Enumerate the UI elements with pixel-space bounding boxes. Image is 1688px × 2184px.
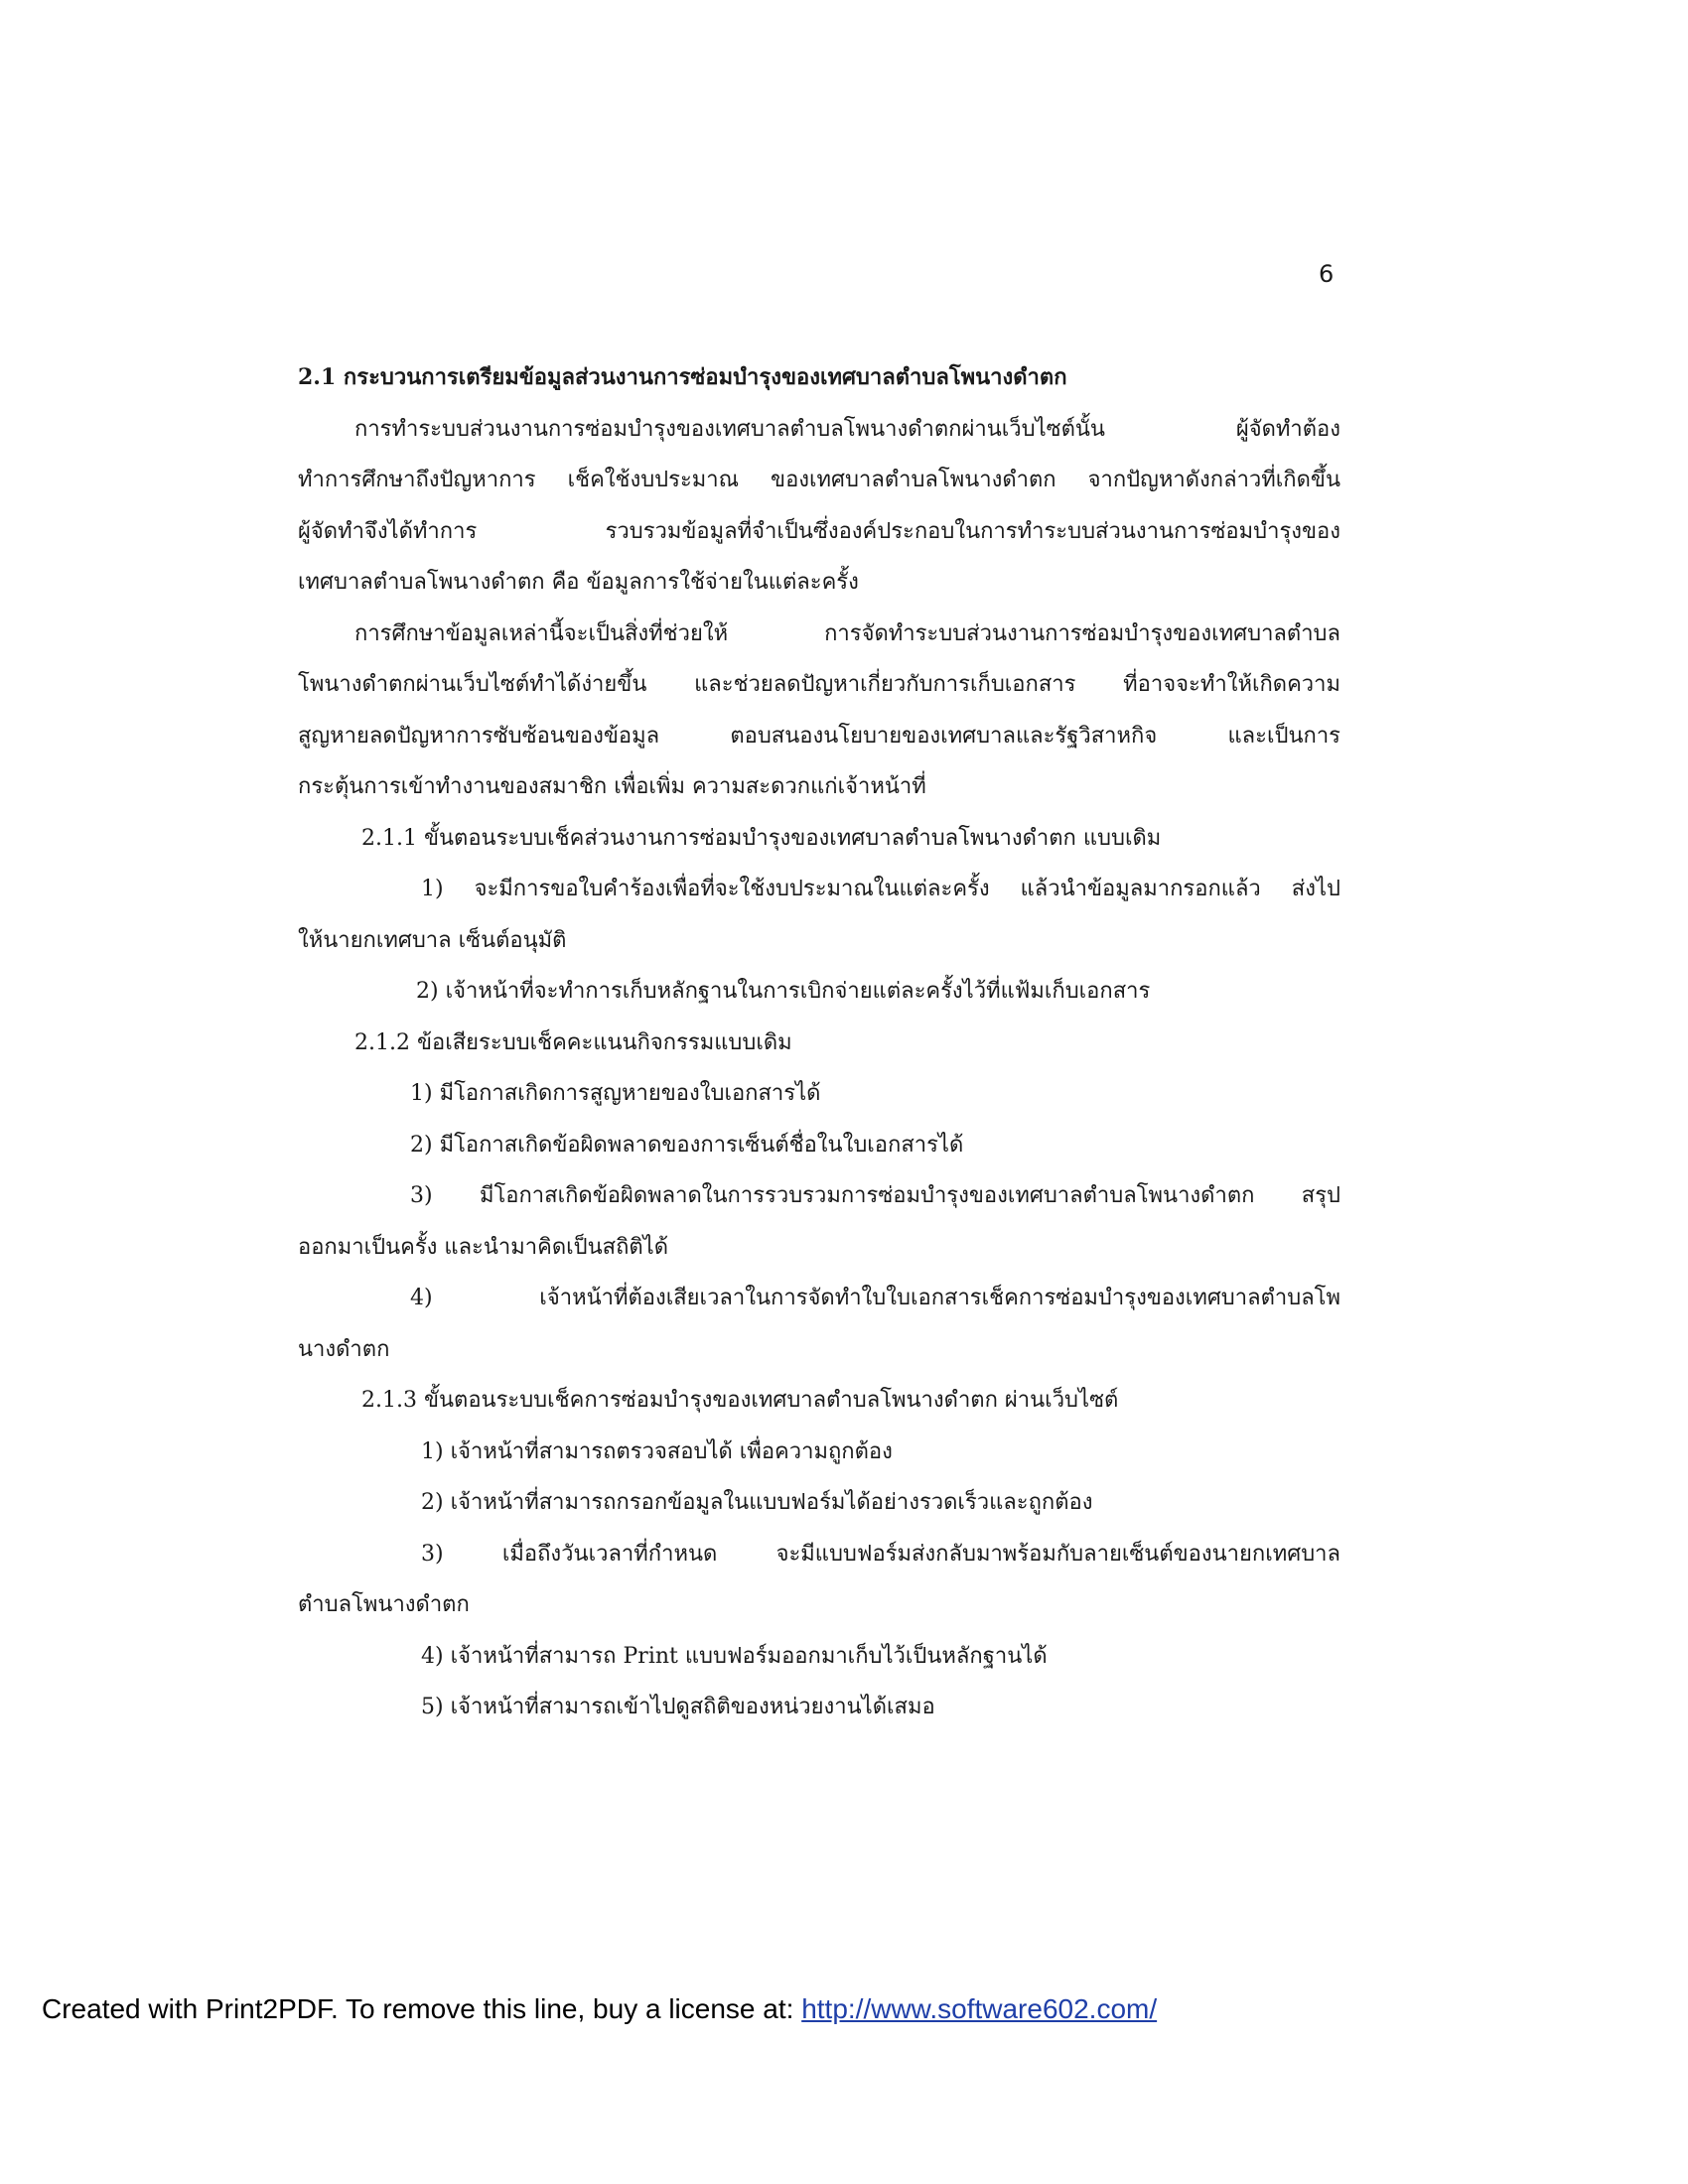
paragraph-line: การศึกษาข้อมูลเหล่านี้จะเป็นสิ่งที่ช่วยให้ การจัดทำระบบส่วนงานการซ่อมบำรุงของเทศบาลตำบล	[354, 620, 1340, 646]
watermark-footer	[42, 1993, 1157, 2025]
paragraph-line: ทำการศึกษาถึงปัญหาการ เช็คใช้งบประมาณ ของเทศบาลตำบลโพนางดำตก จากปัญหาดังกล่าวที่เกิดขึ้น	[298, 468, 1340, 492]
list-item-continuation: ตำบลโพนางดำตก	[298, 1592, 470, 1617]
page-number: 6	[1319, 260, 1335, 288]
list-item-continuation: นางดำตก	[298, 1336, 390, 1362]
section-heading: 2.1 กระบวนการเตรียมข้อมูลส่วนงานการซ่อมบำรุงของเทศบาลตำบลโพนางดำตก	[298, 364, 1067, 390]
footer-link[interactable]: http://www.software602.com/	[801, 1993, 1158, 2024]
list-item: 2) มีโอกาสเกิดข้อผิดพลาดของการเซ็นต์ชื่อในใบเอกสารได้	[410, 1132, 964, 1158]
paragraph-line: การทำระบบส่วนงานการซ่อมบำรุงของเทศบาลตำบลโพนางดำตกผ่านเว็บไซต์นั้น ผู้จัดทำต้อง	[354, 416, 1340, 442]
list-item-continuation: ออกมาเป็นครั้ง และนำมาคิดเป็นสถิติได้	[298, 1234, 669, 1260]
paragraph-line: เทศบาลตำบลโพนางดำตก คือ ข้อมูลการใช้จ่ายในแต่ละครั้ง	[298, 570, 859, 595]
list-item: 4) เจ้าหน้าที่สามารถ Print แบบฟอร์มออกมาเก็บไว้เป็นหลักฐานได้	[421, 1643, 1048, 1669]
paragraph-line: กระตุ้นการเข้าทำงานของสมาชิก เพื่อเพิ่ม ความสะดวกแก่เจ้าหน้าที่	[298, 774, 926, 799]
subsection-heading: 2.1.1 ขั้นตอนระบบเช็คส่วนงานการซ่อมบำรุงของเทศบาลตำบลโพนางดำตก แบบเดิม	[361, 825, 1162, 851]
document-body	[298, 352, 1340, 1733]
list-item: 5) เจ้าหน้าที่สามารถเข้าไปดูสถิติของหน่วยงานได้เสมอ	[421, 1695, 935, 1719]
list-item: 1) เจ้าหน้าที่สามารถตรวจสอบได้ เพื่อความถูกต้อง	[421, 1438, 893, 1464]
list-item: 1) จะมีการขอใบคำร้องเพื่อที่จะใช้งบประมาณในแต่ละครั้ง แล้วนำข้อมูลมากรอกแล้ว ส่งไป	[421, 877, 1340, 901]
list-item: 2) เจ้าหน้าที่สามารถกรอกข้อมูลในแบบฟอร์มได้อย่างรวดเร็วและถูกต้อง	[421, 1490, 1093, 1515]
footer-text: Created with Print2PDF. To remove this line, buy a license at:	[42, 1993, 802, 2024]
subsection-heading: 2.1.2 ข้อเสียระบบเช็คคะแนนกิจกรรมแบบเดิม	[354, 1029, 792, 1055]
subsection-heading: 2.1.3 ขั้นตอนระบบเช็คการซ่อมบำรุงของเทศบาลตำบลโพนางดำตก ผ่านเว็บไซต์	[361, 1388, 1119, 1413]
paragraph-line: สูญหายลดปัญหาการซับซ้อนของข้อมูล ตอบสนองนโยบายของเทศบาลและรัฐวิสาหกิจ และเป็นการ	[298, 723, 1340, 749]
list-item: 3) เมื่อถึงวันเวลาที่กำหนด จะมีแบบฟอร์มส่งกลับมาพร้อมกับลายเซ็นต์ของนายกเทศบาล	[421, 1541, 1340, 1567]
list-item-continuation: ให้นายกเทศบาล เซ็นต์อนุมัติ	[298, 927, 567, 953]
list-item: 4) เจ้าหน้าที่ต้องเสียเวลาในการจัดทำใบใบเอกสารเช็คการซ่อมบำรุงของเทศบาลตำบลโพ	[410, 1286, 1340, 1310]
list-item: 2) เจ้าหน้าที่จะทำการเก็บหลักฐานในการเบิกจ่ายแต่ละครั้งไว้ที่แฟ้มเก็บเอกสาร	[416, 979, 1151, 1004]
list-item: 1) มีโอกาสเกิดการสูญหายของใบเอกสารได้	[410, 1081, 821, 1106]
paragraph-line: โพนางดำตกผ่านเว็บไซต์ทำได้ง่ายขึ้น และช่วยลดปัญหาเกี่ยวกับการเก็บเอกสาร ที่อาจจะทำให้เกิดความ	[298, 672, 1340, 697]
list-item: 3) มีโอกาสเกิดข้อผิดพลาดในการรวบรวมการซ่อมบำรุงของเทศบาลตำบลโพนางดำตก สรุป	[410, 1183, 1340, 1208]
paragraph-line: ผู้จัดทำจึงได้ทำการ รวบรวมข้อมูลที่จำเป็นซึ่งองค์ประกอบในการทำระบบส่วนงานการซ่อมบำรุงของ	[298, 518, 1340, 544]
